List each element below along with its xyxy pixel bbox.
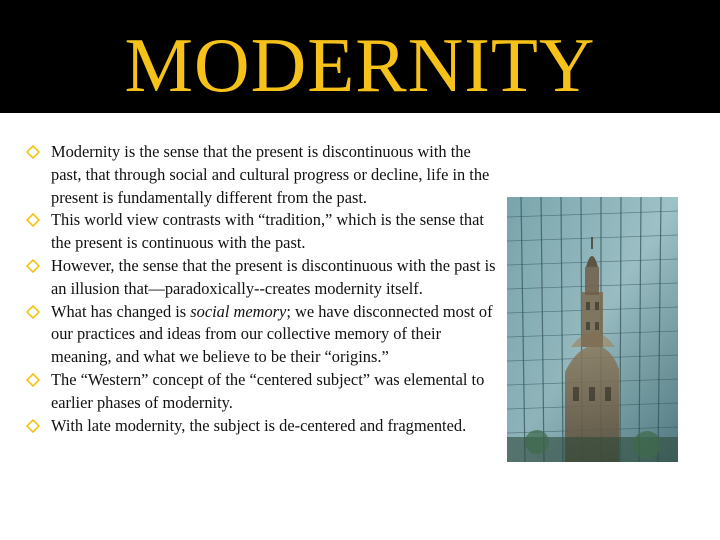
hollow-diamond-icon xyxy=(26,145,40,159)
bullet-item xyxy=(26,301,496,369)
bullet-text: With late modernity, the subject is de-centered and fragmented. xyxy=(51,415,467,435)
bullet-item xyxy=(26,141,496,209)
bullet-item xyxy=(26,369,496,415)
slide-title: MODERNITY xyxy=(124,22,596,108)
hollow-diamond-icon xyxy=(26,305,40,319)
bullet-text: Modernity is the sense that the present is discontinuous with the past, that through social and cultural progress or decline, life in the present is fundamentally different from the past. xyxy=(51,142,490,207)
bullet-text: However, the sense that the present is discontinuous with the past is an illusion that—paradoxically--creates modernity itself. xyxy=(51,255,496,298)
bullet-item xyxy=(26,415,496,438)
hollow-diamond-icon xyxy=(26,373,40,387)
bullet-list xyxy=(26,141,496,437)
bullet-text-before: What has changed is xyxy=(51,301,191,321)
hollow-diamond-icon xyxy=(26,259,40,273)
hollow-diamond-icon xyxy=(26,213,40,227)
bullet-item xyxy=(26,209,496,255)
bullet-text: The “Western” concept of the “centered subject” was elemental to earlier phases of modernity. xyxy=(51,369,485,412)
building-reflection-photo xyxy=(507,197,678,462)
bullet-item xyxy=(26,255,496,301)
bullet-text-after: ; we have disconnected most of our practices and ideas from our collective memory of their meaning, and what we believe to be their “origins.” xyxy=(51,301,493,367)
emphasis-text: social memory xyxy=(190,301,287,321)
bullet-text: This world view contrasts with “tradition,” which is the sense that the present is continuous with the past. xyxy=(51,210,484,253)
hollow-diamond-icon xyxy=(26,419,40,433)
bullet-text xyxy=(51,302,493,367)
